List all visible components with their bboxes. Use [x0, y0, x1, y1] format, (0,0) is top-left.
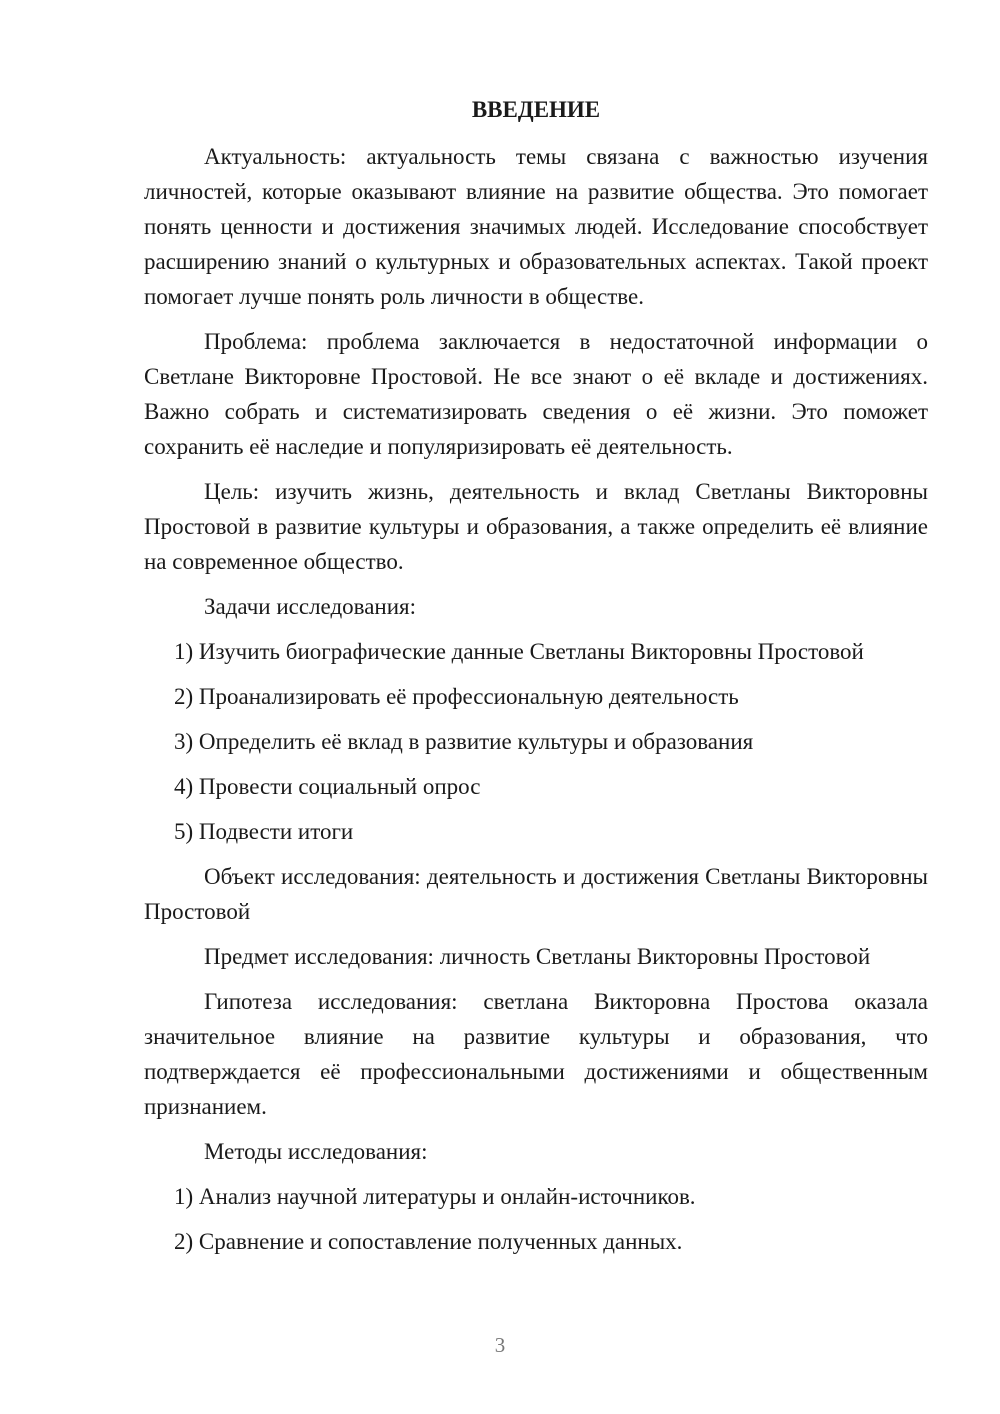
hypothesis-paragraph: Гипотеза исследования: светлана Викторовна Простова оказала значительное влияние на развитие культуры и образования, что подтверждается её профессиональными достижениями и общественным признанием. [144, 989, 928, 1119]
methods-list [144, 1179, 928, 1259]
page-title: ВВЕДЕНИЕ [471, 97, 601, 122]
goal-paragraph: Цель: изучить жизнь, деятельность и вклад Светланы Викторовны Простовой в развитие культуры и образования, а также определить её влияние на современное общество. [144, 479, 928, 574]
tasks-heading: Задачи исследования: [204, 594, 417, 619]
list-item: 2) Проанализировать её профессиональную деятельность [174, 684, 739, 709]
methods-heading: Методы исследования: [204, 1139, 428, 1164]
problem-paragraph: Проблема: проблема заключается в недостаточной информации о Светлане Викторовне Простовой. Не все знают о её вкладе и достижениях. Важно собрать и систематизировать сведения о её жизни. Это поможет сохранить её наследие и популяризировать её деятельность. [144, 329, 928, 459]
list-item: 4) Провести социальный опрос [174, 774, 481, 799]
object-paragraph: Объект исследования: деятельность и достижения Светланы Викторовны Простовой [144, 864, 928, 924]
tasks-list [144, 634, 928, 849]
document-body [144, 92, 928, 1269]
list-item: 2) Сравнение и сопоставление полученных данных. [174, 1229, 683, 1254]
subject-paragraph: Предмет исследования: личность Светланы Викторовны Простовой [204, 944, 871, 969]
list-item: 1) Анализ научной литературы и онлайн-источников. [174, 1184, 696, 1209]
page-number: 3 [494, 1333, 506, 1357]
list-item: 1) Изучить биографические данные Светланы Викторовны Простовой [174, 639, 864, 664]
list-item: 3) Определить её вклад в развитие культуры и образования [174, 729, 754, 754]
relevance-paragraph: Актуальность: актуальность темы связана с важностью изучения личностей, которые оказывают влияние на развитие общества. Это помогает понять ценности и достижения значимых людей. Исследование способствует расширению знаний о культурных и образовательных аспектах. Такой проект помогает лучше понять роль личности в обществе. [144, 144, 928, 309]
list-item: 5) Подвести итоги [174, 819, 354, 844]
